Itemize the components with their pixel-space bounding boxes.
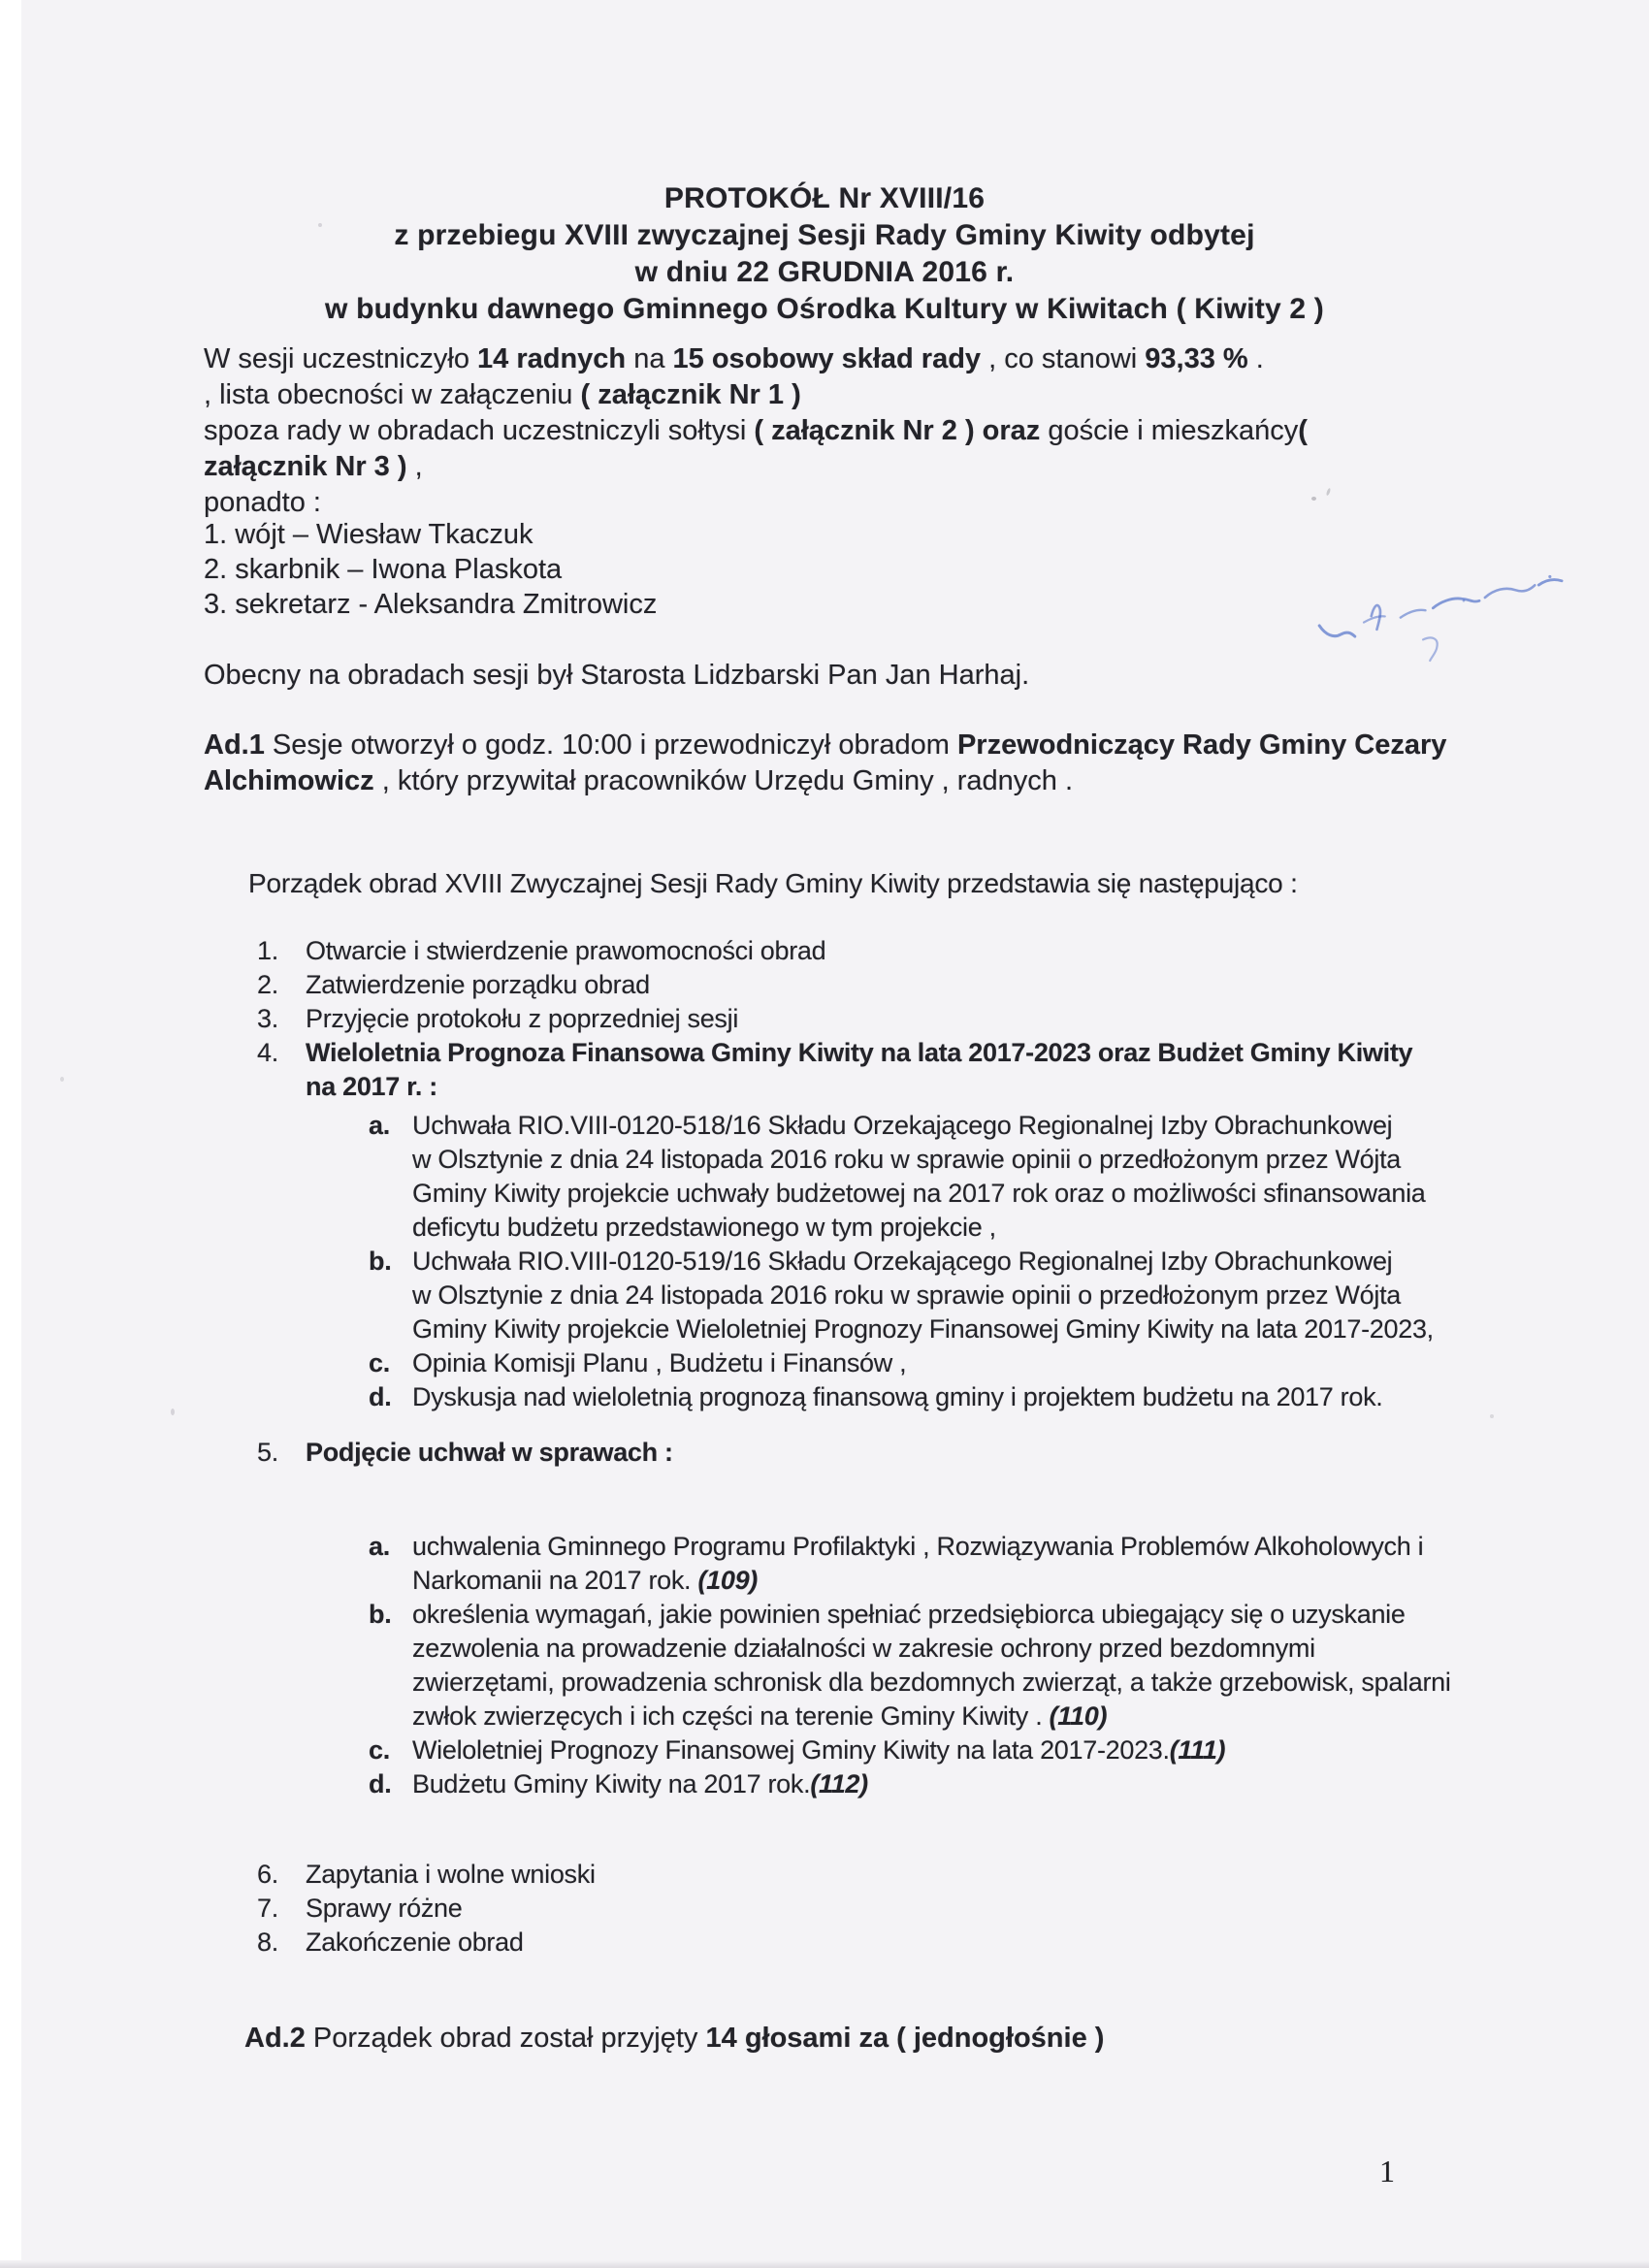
agenda-item-2 <box>257 968 650 1002</box>
agenda-item-text: Przyjęcie protokołu z poprzedniej sesji <box>306 1004 739 1033</box>
agenda-item-text: Zapytania i wolne wnioski <box>306 1860 596 1889</box>
agenda-subitem-letter: a. <box>369 1111 390 1140</box>
scan-artifact <box>1490 1414 1494 1418</box>
agenda-subitem-letter: a. <box>369 1532 390 1561</box>
official-item-skarbnik: 2. skarbnik – Iwona Plaskota <box>204 554 563 585</box>
page-number: 1 <box>1379 2154 1395 2188</box>
scan-artifact <box>1311 497 1316 501</box>
agenda-item-text: Podjęcie uchwał w sprawach : <box>306 1438 673 1467</box>
attendance-line-1: W sesji uczestniczyło 14 radnych na 15 osobowy skład rady , co stanowi 93,33 % . <box>204 343 1264 374</box>
agenda-subitem-text: Uchwała RIO.VIII-0120-518/16 Składu Orzekającego Regionalnej Izby Obrachunkowej w Olsztynie z dnia 24 listopada 2016 roku w sprawie opinii o przedłożonym przez Wójta Gminy Kiwity projekcie uchwały budżetowej na 2017 rok oraz o możliwości sfinansowania deficytu budżetu przedstawionego w tym projekcie , <box>412 1111 1426 1242</box>
agenda-subitem-letter: b. <box>369 1600 392 1629</box>
agenda-subitem-4a <box>369 1109 1426 1245</box>
agenda-subitem-letter: d. <box>369 1382 392 1411</box>
presence-note: Obecny na obradach sesji był Starosta Lidzbarski Pan Jan Harhaj. <box>204 660 1030 691</box>
agenda-subitem-letter: b. <box>369 1247 392 1276</box>
agenda-subitem-4b <box>369 1245 1434 1346</box>
agenda-item-text: Otwarcie i stwierdzenie prawomocności obrad <box>306 936 826 965</box>
agenda-item-number: 3. <box>257 1004 278 1033</box>
agenda-item-number: 8. <box>257 1928 278 1957</box>
agenda-subitem-text: Budżetu Gminy Kiwity na 2017 rok.(112) <box>412 1769 868 1798</box>
agenda-item-5 <box>257 1436 673 1470</box>
official-item-wojt: 1. wójt – Wiesław Tkaczuk <box>204 519 534 550</box>
document-header <box>136 180 1513 328</box>
agenda-item-4 <box>257 1036 1412 1104</box>
agenda-item-6 <box>257 1858 596 1892</box>
official-item-sekretarz: 3. sekretarz - Aleksandra Zmitrowicz <box>204 589 658 620</box>
agenda-intro: Porządek obrad XVIII Zwyczajnej Sesji Rady Gminy Kiwity przedstawia się następująco : <box>248 868 1298 898</box>
document-subtitle-session: z przebiegu XVIII zwyczajnej Sesji Rady Gminy Kiwity odbytej <box>394 219 1255 251</box>
agenda-subitem-4d <box>369 1380 1383 1414</box>
agenda-subitem-letter: c. <box>369 1735 390 1765</box>
agenda-item-7 <box>257 1892 462 1926</box>
agenda-subitem-text: uchwalenia Gminnego Programu Profilaktyki , Rozwiązywania Problemów Alkoholowych i Narkomanii na 2017 rok. (109) <box>412 1532 1424 1595</box>
agenda-item-number: 2. <box>257 970 278 999</box>
agenda-item-number: 5. <box>257 1438 278 1467</box>
agenda-item-number: 1. <box>257 936 278 965</box>
agenda-subitem-text: Uchwała RIO.VIII-0120-519/16 Składu Orzekającego Regionalnej Izby Obrachunkowej w Olsztynie z dnia 24 listopada 2016 roku w sprawie opinii o przedłożonym przez Wójta Gminy Kiwity projekcie Wieloletniej Prognozy Finansowej Gminy Kiwity na lata 2017-2023, <box>412 1247 1434 1344</box>
agenda-subitem-4c <box>369 1346 906 1380</box>
agenda-item-number: 6. <box>257 1860 278 1889</box>
document-subtitle-date: w dniu 22 GRUDNIA 2016 r. <box>634 256 1015 288</box>
agenda-item-number: 4. <box>257 1038 278 1067</box>
agenda-subitem-text: Dyskusja nad wieloletnią prognozą finansową gminy i projektem budżetu na 2017 rok. <box>412 1382 1383 1411</box>
agenda-item-text: Zatwierdzenie porządku obrad <box>306 970 650 999</box>
agenda-subitem-text: Opinia Komisji Planu , Budżetu i Finansów , <box>412 1348 907 1377</box>
ad2-paragraph: Ad.2 Porządek obrad został przyjęty 14 głosami za ( jednogłośnie ) <box>244 2023 1105 2054</box>
agenda-subitem-5d <box>369 1767 868 1801</box>
scan-artifact <box>60 1077 64 1082</box>
scan-bottom-edge <box>0 2260 1649 2268</box>
attendance-line-4: ponadto : <box>204 487 321 518</box>
scan-left-margin <box>0 0 21 2268</box>
attendance-line-3: spoza rady w obradach uczestniczyli sołtysi ( załącznik Nr 2 ) oraz goście i mieszkańcy( załącznik Nr 3 ) , <box>204 415 1308 482</box>
agenda-subitem-letter: c. <box>369 1348 390 1377</box>
agenda-subitem-5b <box>369 1598 1451 1733</box>
agenda-subitem-5c <box>369 1733 1225 1767</box>
agenda-item-number: 7. <box>257 1894 278 1923</box>
agenda-subitem-text: określenia wymagań, jakie powinien spełniać przedsiębiorca ubiegający się o uzyskanie zezwolenia na prowadzenie działalności w zakresie ochrony przed bezdomnymi zwierzętami, prowadzenia schronisk dla bezdomnych zwierząt, a także grzebowisk, spalarni zwłok zwierzęcych i ich części na terenie Gminy Kiwity . (110) <box>412 1600 1451 1731</box>
ad1-paragraph: Ad.1 Sesje otworzył o godz. 10:00 i przewodniczył obradom Przewodniczący Rady Gminy Cezary Alchimowicz , który przywitał pracowników Urzędu Gminy , radnych . <box>204 729 1447 796</box>
attendance-paragraph <box>204 341 1416 521</box>
attendance-line-2: , lista obecności w załączeniu ( załącznik Nr 1 ) <box>204 379 801 410</box>
document-title: PROTOKÓŁ Nr XVIII/16 <box>663 182 986 214</box>
agenda-item-text: Zakończenie obrad <box>306 1928 524 1957</box>
agenda-subitem-5a <box>369 1530 1423 1598</box>
agenda-item-text: Wieloletnia Prognoza Finansowa Gminy Kiwity na lata 2017-2023 oraz Budżet Gminy Kiwity na 2017 r. : <box>306 1038 1413 1101</box>
agenda-item-text: Sprawy różne <box>306 1894 463 1923</box>
scan-artifact <box>171 1409 175 1415</box>
officials-list <box>204 517 657 622</box>
agenda-item-3 <box>257 1002 738 1036</box>
scan-artifact <box>318 223 322 227</box>
agenda-item-1 <box>257 934 825 968</box>
document-subtitle-venue: w budynku dawnego Gminnego Ośrodka Kultury w Kiwitach ( Kiwity 2 ) <box>325 293 1324 325</box>
agenda-subitem-text: Wieloletniej Prognozy Finansowej Gminy Kiwity na lata 2017-2023.(111) <box>412 1735 1226 1765</box>
agenda-item-8 <box>257 1926 524 1960</box>
agenda-subitem-letter: d. <box>369 1769 392 1798</box>
handwritten-annotation <box>1305 561 1591 677</box>
